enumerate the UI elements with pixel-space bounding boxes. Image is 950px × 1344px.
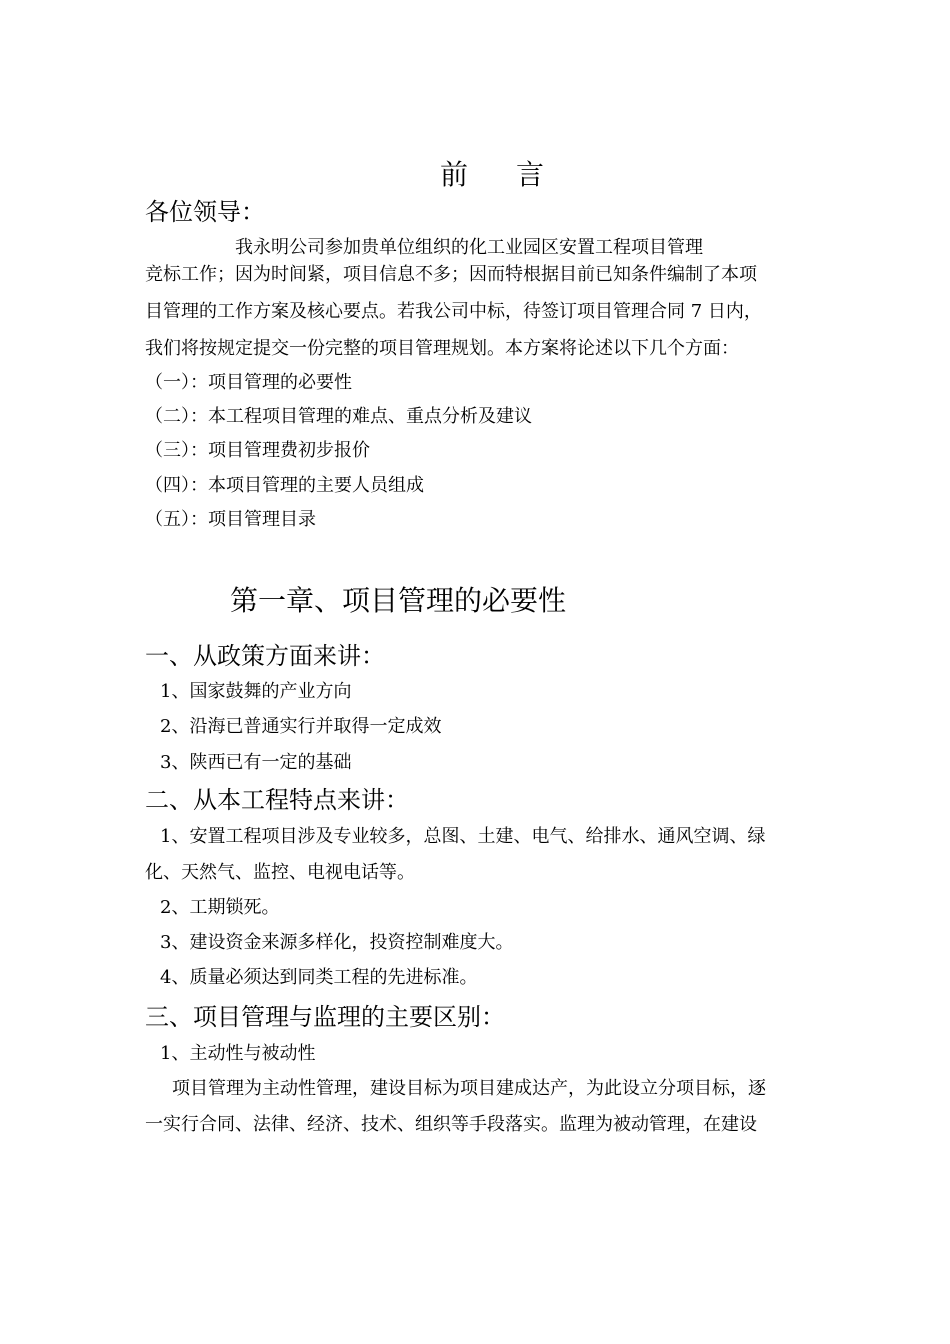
list-item: 2、工期锁死。: [160, 897, 280, 918]
outline-item: （三）：项目管理费初步报价: [145, 440, 370, 461]
outline-item: （二）：本工程项目管理的难点、重点分析及建议: [145, 406, 532, 427]
section-paragraph-line: 一实行合同、法律、经济、技术、组织等手段落实。监理为被动管理，在建设: [145, 1114, 757, 1135]
list-item: 3、陕西已有一定的基础: [160, 752, 352, 773]
salutation: 各位领导：: [145, 198, 265, 226]
outline-item: （五）：项目管理目录: [145, 509, 316, 530]
list-item: 1、安置工程项目涉及专业较多，总图、土建、电气、给排水、通风空调、绿: [160, 826, 766, 847]
preface-title: 前 言: [440, 158, 555, 191]
list-item: 1、国家鼓舞的产业方向: [160, 681, 352, 702]
list-item-continuation: 化、天然气、监控、电视电话等。: [145, 862, 415, 883]
preface-paragraph-line: 目管理的工作方案及核心要点。若我公司中标，待签订项目管理合同 7 日内，: [145, 301, 762, 322]
list-item: 3、建设资金来源多样化，投资控制难度大。: [160, 932, 514, 953]
preface-paragraph-line: 我永明公司参加贵单位组织的化工业园区安置工程项目管理: [235, 237, 703, 258]
section-heading: 三、项目管理与监理的主要区别：: [145, 1003, 505, 1031]
chapter-title: 第一章、项目管理的必要性: [230, 584, 567, 617]
section-heading: 一、从政策方面来讲：: [145, 642, 385, 670]
preface-paragraph-line: 我们将按规定提交一份完整的项目管理规划。本方案将论述以下几个方面：: [145, 338, 739, 359]
list-item: 2、沿海已普通实行并取得一定成效: [160, 716, 442, 737]
outline-item: （一）：项目管理的必要性: [145, 372, 352, 393]
outline-item: （四）：本项目管理的主要人员组成: [145, 475, 424, 496]
preface-paragraph-line: 竞标工作；因为时间紧，项目信息不多；因而特根据目前已知条件编制了本项: [145, 264, 757, 285]
list-item: 1、主动性与被动性: [160, 1043, 316, 1064]
list-item: 4、质量必须达到同类工程的先进标准。: [160, 967, 478, 988]
section-heading: 二、从本工程特点来讲：: [145, 786, 409, 814]
section-paragraph-line: 项目管理为主动性管理，建设目标为项目建成达产，为此设立分项目标，逐: [172, 1078, 766, 1099]
